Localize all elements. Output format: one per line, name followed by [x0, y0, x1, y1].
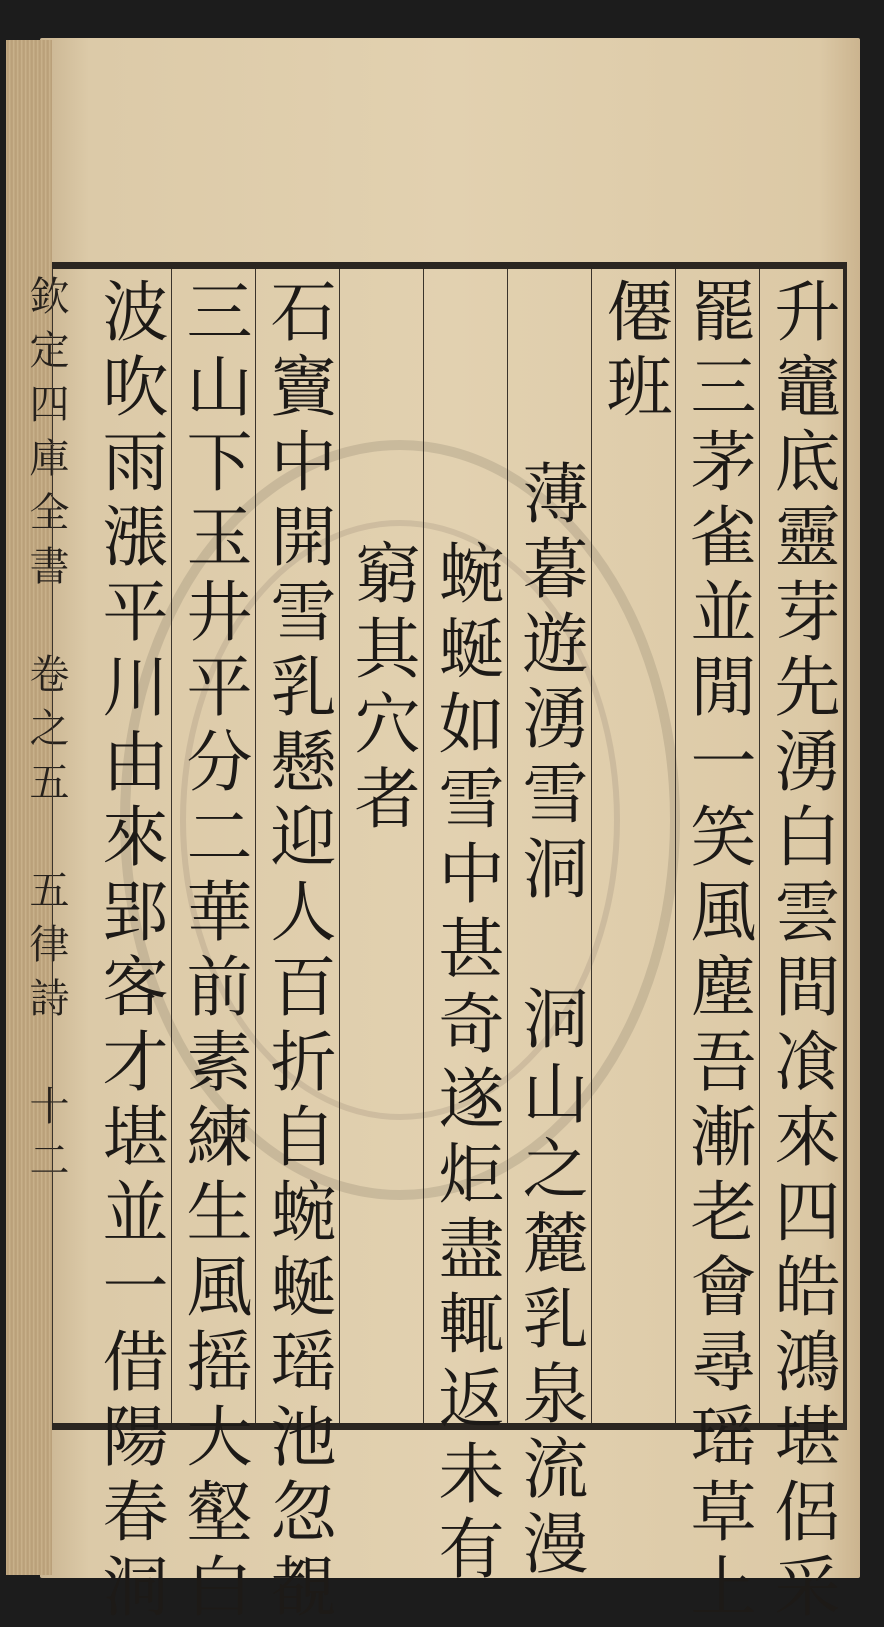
text-column-2	[675, 269, 759, 1627]
column-text: 罷三茅雀並閒一笑風塵吾漸老會尋瑶草上	[679, 277, 756, 1627]
column-text: 僊班	[595, 277, 672, 427]
text-frame	[52, 262, 847, 1627]
column-text: 薄暮遊湧雪洞 洞山之麓乳泉流漫	[511, 459, 588, 1584]
text-column-1	[759, 269, 843, 1627]
column-text: 波吹雨漲平川由來郢客才堪並一借陽春洞	[91, 277, 168, 1627]
text-column-8	[171, 269, 255, 1627]
text-column-9	[52, 269, 171, 1627]
column-text: 石竇中開雪乳懸迎人百折自蜿蜒瑶池忽覩	[259, 277, 336, 1627]
text-column-3	[591, 269, 675, 1423]
text-column-7	[255, 269, 339, 1627]
column-text: 升竈底靈芽先湧白雲間飡來四皓鴻堪侶采	[763, 277, 840, 1627]
column-text: 窮其穴者	[343, 539, 420, 839]
column-text: 三山下玉井平分二華前素練生風摇大壑白	[175, 277, 252, 1627]
text-column-5	[423, 269, 507, 1589]
margin-heading: 欽定四庫全書 卷之五 五律詩 十二	[23, 275, 69, 1193]
text-column-4	[507, 269, 591, 1584]
column-text: 蜿蜒如雪中甚奇遂炬盡輒返未有	[427, 539, 504, 1589]
text-column-6	[339, 269, 423, 1423]
